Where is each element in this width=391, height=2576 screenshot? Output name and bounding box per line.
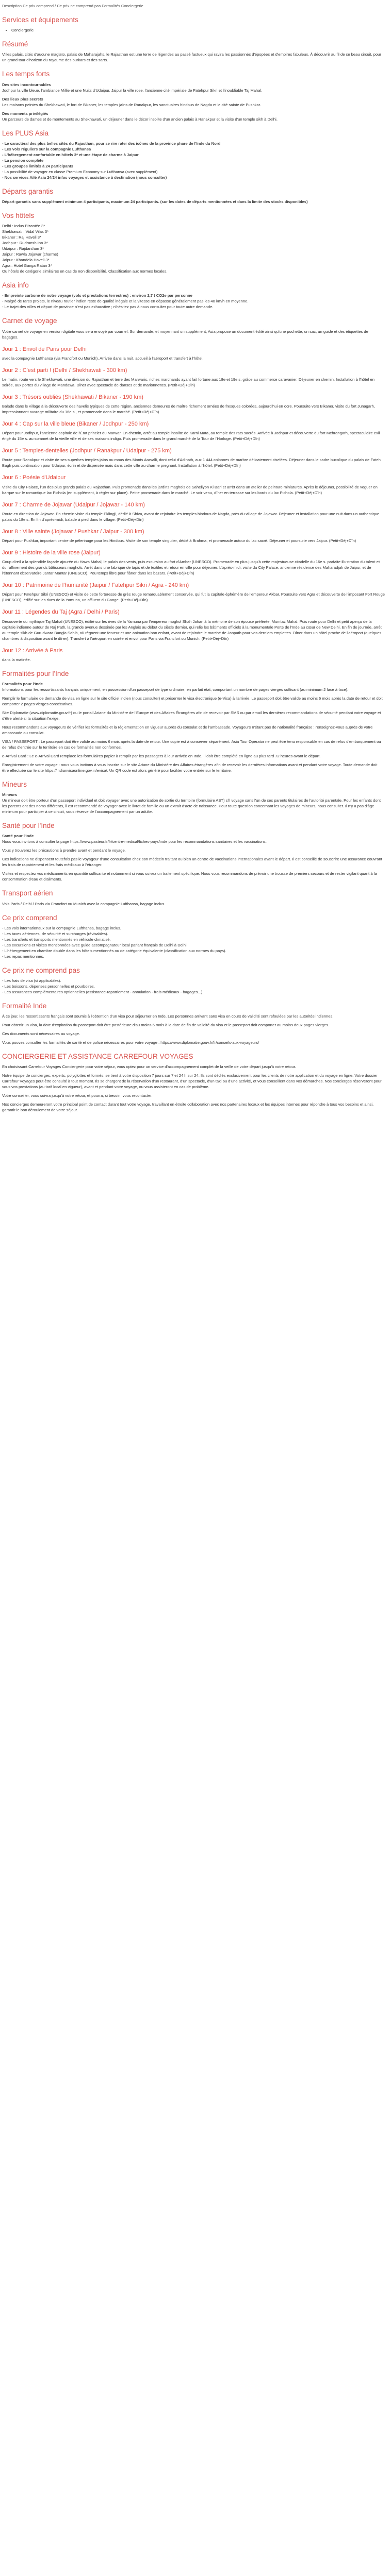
temps-forts-group-title: Des moments privilégiés bbox=[2, 111, 48, 116]
plus-item: - Nos services Ailé Asia 24/24 infos voyages et assistance à destination (nous consulter) bbox=[2, 175, 167, 180]
asia-info-line: - Empreinte carbone de notre voyage (vols et prestations terrestres) : environ 2,7 t CO2e par personne bbox=[2, 293, 192, 298]
day-text: dans la matinée. bbox=[2, 657, 31, 662]
day-title: Jour 10 : Patrimoine de l'humanité (Jaipur / Fatehpur Sikri / Agra - 240 km) bbox=[2, 582, 189, 589]
hotel-line: Udaipur : Rajdarshan 3* bbox=[2, 246, 44, 251]
services-list bbox=[2, 27, 385, 33]
formalites-para: Nous recommandons aux voyageurs de vérifier les formalités et la réglementation en vigueur auprès du consulat et de l'ambassade. Voyageurs n'étant pas de nationalité française : renseignez-vous auprès de votre ambassade ou consulat. bbox=[2, 724, 373, 735]
prix-ne-comprend-title: Ce prix ne comprend pas bbox=[2, 966, 80, 974]
day-text: Coup d'œil à la splendide façade ajourée du Hawa Mahal, le palais des vents, puis excursion au fort d'Amber (UNESCO). Promenade en plus jusqu'à cette majestueuse citadelle du 16e s. parfaite illustration du talent et du raffinement des grands bâtisseurs moghols. Arrêt dans une fabrique de tapis et de textiles et retour en ville pour déjeuner. L'après-midi, visite du City Palace, ancienne résidence des Maharadjah de Jaipur, et de l'étonnant observatoire Jantar Mantar (UNESCO). Peu temps libre pour flâner dans les bazars. (Petit+Déj+Dîn) bbox=[2, 560, 380, 576]
resume-section bbox=[2, 40, 385, 63]
conciergerie-title: CONCIERGERIE ET ASSISTANCE CARREFOUR VOYAGES bbox=[2, 1053, 193, 1061]
day-text: Route pour Ranakpur et visite de ses superbes temples jaïns ou mous des Monts Aravalli, dont celui d'Adinath, aux 1 444 colonnes de marbre délicatement ciselées. Déjeuner dans le cadre bucolique du palais de Fateh Bagh puis continuation pour Udaipur, écrin et de dispersée mais dans cette ville au charme pregnant. Installation à l'hôtel. (Petit+Déj+Dîn) bbox=[2, 457, 381, 468]
transport-section bbox=[2, 889, 385, 906]
plus-item: - Le caractéral des plus belles cités du Rajasthan, pour se rire rater des icônes de la province phare de l'Inde du Nord bbox=[2, 141, 221, 146]
sante-subtitle: Santé pour l'Inde bbox=[2, 834, 34, 839]
departs-title: Départs garantis bbox=[2, 187, 54, 195]
day-text: Départ pour Fatehpur Sikri (UNESCO) et visite de cette forteresse de grès rouge remarquablement conservée, qui fut la capitale éphémère de l'empereur Akbar. Poursuite vers Agra et découverte de l'imposant Fort Rouge (UNESCO), édifié sur les rives de la Yamuna, un affluent du Gange. (Petit+Déj+Dîn) bbox=[2, 592, 385, 603]
formalite-inde-section bbox=[2, 1002, 385, 1045]
mineurs-text: Un mineur doit être porteur d'un passeport individuel et doit voyager avec une autorisation de sortie du territoire (formulaire AST) s'il voyage sans l'un de ses parents titulaires de l'autorité parentale. Pour les enfants dont les parents ont des noms différents, il est recommandé de voyager avec le livret de famille ou un extrait d'acte de naissance. Pour toute question concernant les voyages de mineurs, nous consulter. Il n'y a pas d'âge minimum pour participer à ce circuit, sous réserve de l'accompagnement par un adulte. bbox=[2, 798, 381, 815]
mineurs-section bbox=[2, 781, 385, 815]
conciergerie-para: Nos concierges demeureront votre principal point de contact durant tout votre voyage, travaillant en étroite collaboration avec nos partenaires locaux et les équipes internes pour répondre à tous vos besoins et ainsi, garantir le bon déroulement de votre séjour. bbox=[2, 1102, 374, 1113]
list-item: - L'hébergement en chambre double dans les hôtels mentionnés ou de catégorie équivalente (classification aux normes du pays). bbox=[2, 948, 226, 953]
departs-section bbox=[2, 188, 385, 205]
prix-comprend-title: Ce prix comprend bbox=[2, 913, 57, 922]
plus-item: - La pension complète bbox=[2, 158, 44, 163]
sante-para: Ces indications ne dispensent toutefois pas le voyageur d'une consultation chez son médecin traitant ou bien un centre de vaccinations internationales avant le départ. Il est conseillé de souscrire une assurance couvrant les frais de rapatriement et les frais médicaux à l'étranger. bbox=[2, 857, 382, 868]
plus-item: - Les groupes limités à 24 participants bbox=[2, 163, 73, 168]
day-title: Jour 7 : Charme de Jojawar (Udaipur / Jojawar - 140 km) bbox=[2, 501, 145, 508]
services-section bbox=[2, 16, 385, 33]
day-title: Jour 9 : Histoire de la ville rose (Jaipur) bbox=[2, 550, 101, 556]
prix-comprend-section bbox=[2, 914, 385, 959]
hotels-section bbox=[2, 212, 385, 274]
day-text: Départ pour Jodhpur, l'ancienne capitale de l'État princier du Marwar. En chemin, arrêt au temple insolite de Karni Mata, au temple des rats sacrés. Arrivée à Jodhpur et découverte du fort Mehrangarh, spectaculaire exil érigé du 15e s. au sommet de la vieille ville et de ses maisons indigo. Puis promenade dans le grand marché de la Tour de l'Horloge. (Petit+Déj+Dîn) bbox=[2, 431, 380, 442]
conciergerie-para: Notre équipe de concierges, experts, polyglottes et formés, se tient à votre disposition 7 jours sur 7 et 24 h sur 24. Ils sont dédiés exclusivement pour les clients de notre application et du voyage en ligne. Votre dossier Carrefour Voyages peut être consulté à tout moment. Ils se chargent de la réservation d'un restaurant, d'un spectacle, d'un taxi ou d'une activité, et vous conseillent dans vos démarches. Nos concierges réserveront pour vous vos prestations (au tarif local en vigueur), avant et pendant votre voyage, ou vous assisteront en cas de problème. bbox=[2, 1073, 382, 1090]
day-text: Route en direction de Jojawar. En chemin visite du temple Eklingji, dédié à Shiva, avant de rejoindre les temples hindous de Nagda, près du village de Jojawar. Déjeuner et installation pour une nuit dans un authentique palais du 18e s. En fin d'après-midi, balade à pied dans le village. (Petit+Déj+Dîn) bbox=[2, 511, 380, 522]
day-text: Découverte du mythique Taj Mahal (UNESCO), édifié sur les rives de la Yamuna par l'empereur moghol Shah Jahan à la mémoire de son épouse préférée, Mumtaz Mahal. Puis route pour Delhi et petit aperçu de la capitale indienne autour de Raj Path, la grande avenue dessinée par les Anglais au début du siècle dernier, qui relie les bâtiments officiels à la monumentale Porte de l'Inde au cœur de New Delhi. En fin de journée, arrêt au temple sikh de Gurudwara Bangla Sahib, où règnent une ferveur et une animation bon enfant, avant de rejoindre le marché de Janpath pour vos derniers emplettes. Dîner dans un hôtel proche de l'aéroport (quelques chambres à disposition avant le dîner). Transfert à l'aéroport en soirée et envol pour Paris via Francfort ou Munich. (Petit+Déj+Dîn) bbox=[2, 619, 382, 641]
formalite-inde-para: Vous pouvez consulter les formalités de santé et de police nécessaires pour votre voyage : https://www.diplomatie.gouv.fr/fr/conseils-aux-voyageurs/ bbox=[2, 1040, 259, 1045]
prix-ne-comprend-section bbox=[2, 967, 385, 995]
carnet-section bbox=[2, 317, 385, 340]
day-text: Départ pour Pushkar, important centre de pèlerinage pour les Hindous. Visite de son temple singulier, dédié à Brahma, et promenade autour du lac sacré. Déjeuner et poursuite vers Jaipur. (Petit+Déj+Dîn) bbox=[2, 538, 356, 543]
day-text: Visite du City Palace, l'un des plus grands palais du Rajasthan. Puis promenade dans les jardins maghols de Saheliyon Ki Bari et arrêt dans un atelier de peinture miniatures. Après le déjeuner, possibilité de voguer en barque sur le romantique lac Pichola (en supplément, à régler sur place). Petite promenade dans le marché. Le soir venu, dîner en terrasse sur les bords du lac Pichola. (Petit+Déj+Dîn) bbox=[2, 484, 378, 495]
departs-text: Départ garantis sans supplément minimum 4 participants, maximum 24 participants. (sur les dates de départs mentionnées et dans la limite des stocks disponibles) bbox=[2, 199, 308, 204]
list-item: - Les boissons, dépenses personnelles et pourboires. bbox=[2, 984, 95, 989]
day-title: Jour 8 : Ville sainte (Jojawar / Pushkar / Jaipur - 300 km) bbox=[2, 528, 144, 535]
hotel-line: Jodhpur : Rudransh Inn 3* bbox=[2, 241, 48, 246]
day-title: Jour 2 : C'est parti ! (Delhi / Shekhawati - 300 km) bbox=[2, 367, 127, 374]
formalites-title: Formalités pour l'Inde bbox=[2, 669, 69, 677]
formalites-para: e-Arrival Card : Le e-Arrival Card remplace les formulaires papier à remplir par les passagers à leur arrivée en Inde. Il doit être complété en ligne au plus tard 72 heures avant le départ. bbox=[2, 753, 321, 758]
asia-info-line: - Malgré de rares projets, le niveau routier indien reste de qualité inégale et la vitesse en dépasse généralement pas les 40 km/h en moyenne. bbox=[2, 299, 249, 304]
breadcrumb[interactable]: Description Ce prix comprend / Ce prix ne comprend pas Formalités Conciergerie bbox=[2, 4, 143, 8]
asia-info-title: Asia info bbox=[2, 281, 29, 290]
transport-title: Transport aérien bbox=[2, 889, 53, 897]
temps-forts-title: Les temps forts bbox=[2, 70, 50, 78]
mineurs-title: Mineurs bbox=[2, 780, 27, 788]
temps-forts-group-text: Un parcours de dames et de montements au Shekhawati, un déjeuner dans le décor insolite d'un ancien palais à Ranakpur et la visite d'un temple sikh à Delhi. bbox=[2, 116, 278, 122]
list-item: - Les taxes aériennes, de sécurité et surcharges (révisables). bbox=[2, 931, 108, 936]
conciergerie-section bbox=[2, 1053, 385, 1113]
hotel-line: Agra : Hotel Ganga Ratan 3* bbox=[2, 263, 52, 268]
sante-title: Santé pour l'Inde bbox=[2, 822, 55, 830]
asia-info-line: - Le trajet des villes et départ de province n'est pas exhaustive ; n'hésitez pas à nous consulter pour toute autre demande. bbox=[2, 304, 214, 310]
formalites-para: Enregistrement de votre voyage : nous vous invitons à vous inscrire sur le site Ariane du Ministère des Affaires étrangères afin de recevoir les dernières informations avant et pendant votre voyage. Toute demande doit être effectuée sur le site https://indianvisaonline.gov.in/evisa/. Un QR code est alors généré pour faciliter votre entrée sur le territoire. bbox=[2, 762, 378, 773]
day-title: Jour 6 : Poésie d'Udaipur bbox=[2, 474, 66, 481]
day-text: avec la compagnie Lufthansa (via Francfort ou Munich). Arrivée dans la nuit, accueil à l'aéroport et transfert à l'hôtel. bbox=[2, 355, 204, 361]
asia-info-section bbox=[2, 281, 385, 310]
resume-title: Résumé bbox=[2, 40, 28, 48]
temps-forts-section bbox=[2, 70, 385, 122]
plus-item: - Les vols réguliers sur la compagnie Lufthansa bbox=[2, 146, 91, 151]
plus-item: - La possibilité de voyager en classe Premium Economy sur Lufthansa (avec supplément) bbox=[2, 169, 158, 174]
list-item: • Conciergerie bbox=[11, 27, 385, 33]
conciergerie-para: En choisissant Carrefour Voyages Conciergerie pour votre séjour, vous optez pour un service d'accompagnement complet de la veille de votre départ jusqu'à votre retour. bbox=[2, 1064, 296, 1070]
formalites-para: Site Diplomatie (www.diplomatie.gouv.fr) ou le portail Ariane du Ministère de l'Europe et des Affaires Étrangères afin de recevoir par SMS ou par email les dernières recommandations de sécurité pendant votre voyage et d'être alerté si la situation l'exige. bbox=[2, 710, 381, 721]
services-title: Services et équipements bbox=[2, 16, 78, 24]
formalite-inde-title: Formalité Inde bbox=[2, 1002, 47, 1010]
mineurs-subtitle: Mineurs bbox=[2, 792, 18, 798]
hotel-note: Ou hôtels de catégorie similaires en cas de non disponibilité. Classification aux normes locales. bbox=[2, 269, 168, 274]
carnet-title: Carnet de voyage bbox=[2, 317, 57, 325]
formalites-para: Informations pour les ressortissants français uniquement, en possession d'un passeport de type ordinaire, en parfait état, comportant un nombre de pages vierges suffisant (au minimum 2 face à face). bbox=[2, 687, 349, 692]
carnet-text: Votre carnet de voyage en version digitale vous sera envoyé par courriel. Sur demande, et moyennant un supplément, Asia propose un document édité ainsi qu'une pochette, un sac, un guide et des étiquettes de bagages. bbox=[2, 329, 368, 340]
temps-forts-group-text: Les maisons peintes du Shekhawati, le fort de Bikaner, les temples jaïns de Ranakpur, les sanctuaires hindous de Nagda et le cité sainte de Pushkar. bbox=[2, 102, 261, 107]
hotel-line: Jaipur : Khandela Haveli 3* bbox=[2, 258, 50, 263]
day-title: Jour 1 : Envol de Paris pour Delhi bbox=[2, 346, 87, 352]
day-text: Balade dans le village à la découverte des havelis typiques de cette région, anciennes demeures de maître richement ornées de fresques colorées, aujourd'hui en ocre. Poursuite vers Bikaner, visite du fort Junagarh, impressionnant ouvrage militaire du 16e s., et promenade dans le marché. (Petit+Déj+Dîn) bbox=[2, 404, 375, 415]
day-title: Jour 4 : Cap sur la ville bleue (Bikaner / Jodhpur - 250 km) bbox=[2, 421, 149, 428]
hotel-line: Shekhawati : Vidal Vilas 3* bbox=[2, 229, 49, 234]
formalite-inde-para: À ce jour, les ressortissants français sont soumis à l'obtention d'un visa pour séjourner en Inde. Les personnes arrivant sans visa en cours de validité sont refoulées par les autorités indiennes. bbox=[2, 1014, 334, 1019]
formalite-inde-para: Pour obtenir un visa, la date d'expiration du passeport doit être postérieure d'au moins 6 mois à la date de fin de validité du visa et le passeport doit comporter au moins deux pages vierges. bbox=[2, 1023, 329, 1028]
hotel-line: Bikaner : Raj Haveli 3* bbox=[2, 235, 41, 240]
list-item: - Les assurances complémentaires optionnelles (assistance-rapatriement - annulation - frais médicaux - bagages...). bbox=[2, 989, 204, 994]
plus-title: Les PLUS Asia bbox=[2, 129, 49, 137]
sante-section bbox=[2, 822, 385, 882]
itinerary bbox=[2, 346, 385, 663]
day-title: Jour 5 : Temples-dentelles (Jodhpur / Ranakpur / Udaipur - 275 km) bbox=[2, 448, 172, 454]
day-title: Jour 11 : Légendes du Taj (Agra / Delhi / Paris) bbox=[2, 609, 120, 616]
formalites-para: VISA / PASSEPORT : Le passeport doit être valide au moins 6 mois après la date de retour. Une copie est à conserver séparément. Asia Tour Operator ne peut être tenu responsable en cas de refus d'embarquement ou de refus d'entrée sur le territoire en cas de formalités non conformes. bbox=[2, 739, 381, 750]
conciergerie-para: Votre conseiller, vous suivra jusqu'à votre retour, et pourra, si besoin, vous recontacter. bbox=[2, 1093, 153, 1098]
formalites-subtitle: Formalités pour l'Inde bbox=[2, 681, 43, 686]
temps-forts-group-title: Des lieux plus secrets bbox=[2, 96, 43, 101]
plus-section bbox=[2, 129, 385, 180]
transport-text: Vols Paris / Delhi / Paris via Francfort ou Munich avec la compagnie Lufthansa, bagage inclus. bbox=[2, 901, 166, 906]
list-item: - Les transferts et transports mentionnés en véhicule climatisé. bbox=[2, 937, 111, 942]
temps-forts-group-text: Jodhpur la ville bleue, l'ambiance Millie et une Nuits d'Udaipur, Jaipur la ville rose, l'ancienne cité impériale de Fatehpur Sikri et l'inoubliable Taj Mahal. bbox=[2, 88, 263, 93]
hotel-line: Delhi : Indus Bizantée 3* bbox=[2, 224, 45, 229]
day-title: Jour 3 : Trésors oubliés (Shekhawati / Bikaner - 190 km) bbox=[2, 394, 143, 400]
formalite-inde-para: Ces documents sont nécessaires au voyage. bbox=[2, 1031, 80, 1037]
formalites-para: Remplir le formulaire de demande de visa en ligne sur le site officiel indien (nous consulter) et présenter le visa électronique (e-Visa) à l'arrivée. Le passeport doit être valide au moins 6 mois après la date de retour et doit comporter 2 pages vierges consécutives. bbox=[2, 696, 383, 706]
resume-text: Villes palais, cités d'aucune maglato, palais de Maharajahs, le Rajasthan est une terre de légendes au passé fastueux qui ravira les passionnés d'épopées et d'empires fabuleux. À découvrir au fil de ce beau circuit, pour un grand tour d'horizon du royaume des burkars et des sarts. bbox=[2, 52, 381, 63]
list-item: - Les vols internationaux sur la compagnie Lufthansa, bagage inclus. bbox=[2, 925, 121, 930]
list-item: - Les repas mentionnés. bbox=[2, 954, 44, 959]
list-item: - Les excursions et visites mentionnées avec guide accompagnateur local parlant français de Delhi à Delhi. bbox=[2, 942, 188, 947]
sante-para: Visitez et respectez vos médicaments en quantité suffisante et notamment si vous suivez un traitement spécifique. Nous vous recommandons de prévoir une trousse de premiers secours et de rester vigilant quant à la consommation d'eau et d'aliments. bbox=[2, 871, 377, 882]
day-title: Jour 12 : Arrivée à Paris bbox=[2, 647, 63, 654]
formalites-section bbox=[2, 670, 385, 773]
temps-forts-group-title: Des sites incontournables bbox=[2, 82, 51, 87]
page bbox=[0, 0, 387, 1121]
sante-para: Vous y trouverez les précautions à prendre avant et pendant le voyage. bbox=[2, 848, 126, 853]
hotel-line: Jaipur : Rawla Jojawar (charme) bbox=[2, 252, 58, 257]
hotels-title: Vos hôtels bbox=[2, 211, 35, 219]
list-item: - Les frais de visa (si applicables). bbox=[2, 978, 61, 983]
day-text: Le matin, route vers le Shekhawati, une division du Rajasthan et terre des Marwaris, riches marchands ayant fait fortune aux 18e et 19e s. grâce au commerce caravanier. Déjeuner en chemin. Installation à l'hôtel en soirée, aux portes du village de Mandawa. Dîner avec spectacle de danses et de marionnettes. (Petit+Déj+Dîn) bbox=[2, 377, 374, 387]
sante-para: Nous vous invitons à consulter la page https://www.pasteur.fr/fr/centre-medical/fiches-pays/inde pour les recommandations sanitaires et les vaccinations. bbox=[2, 839, 267, 844]
plus-item: - L'hébergement confortable en hôtels 3* et une étape de charme à Jaipur bbox=[2, 152, 139, 157]
